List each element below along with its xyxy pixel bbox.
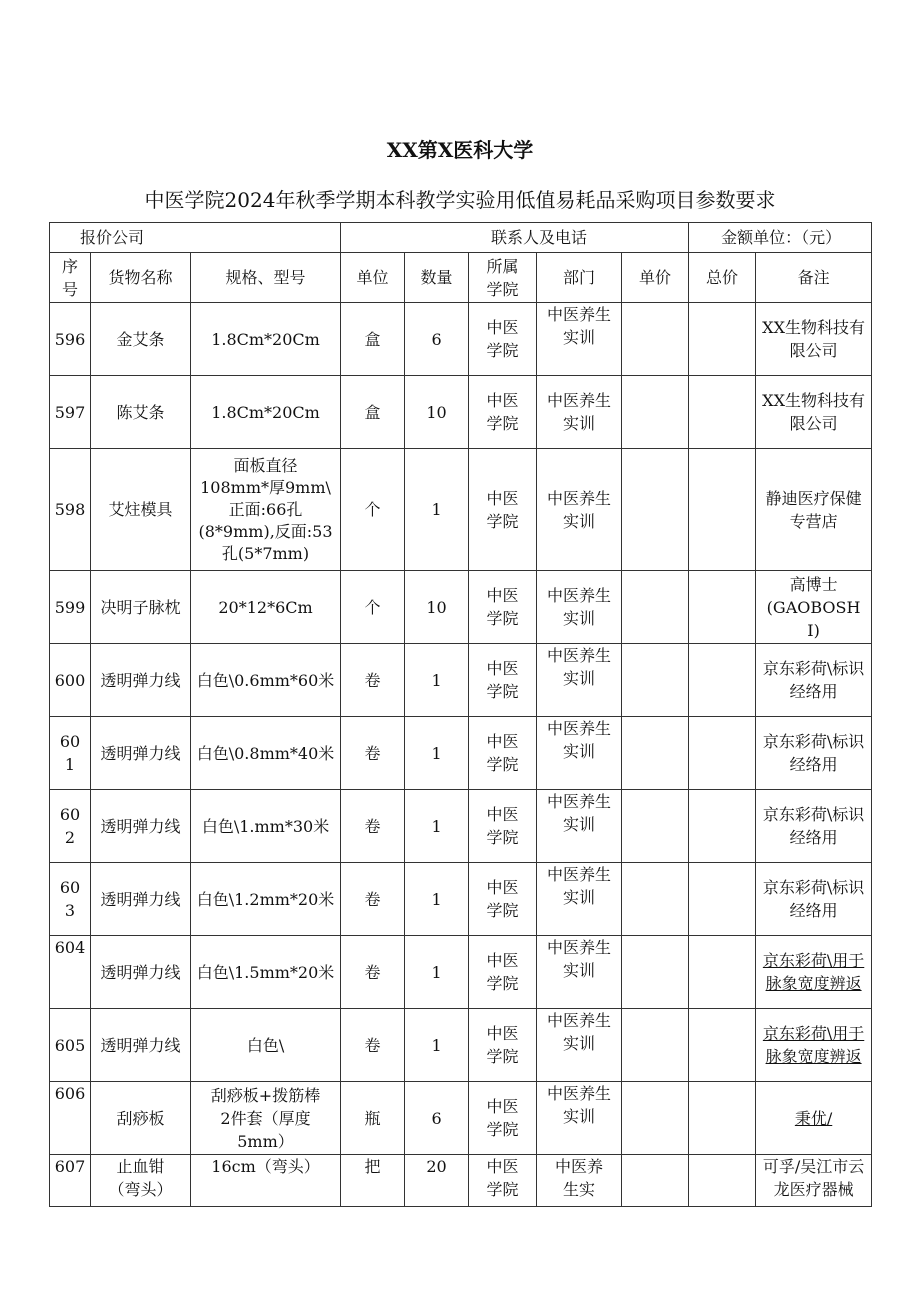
cell-total [689, 1155, 756, 1207]
header-seq: 序 号 [50, 253, 91, 303]
cell-spec: 16cm（弯头） [191, 1155, 341, 1207]
table-row [50, 936, 872, 1009]
cell-spec: 1.8Cm*20Cm [191, 376, 341, 449]
contact-label: 联系人及电话 [341, 223, 689, 253]
info-row [50, 223, 872, 253]
table-row [50, 571, 872, 644]
cell-total [689, 303, 756, 376]
table-row [50, 1082, 872, 1155]
cell-qty: 20 [405, 1155, 469, 1207]
cell-price [622, 863, 689, 936]
cell-qty: 6 [405, 1082, 469, 1155]
cell-spec: 白色\1.2mm*20米 [191, 863, 341, 936]
cell-price [622, 1082, 689, 1155]
header-total: 总价 [689, 253, 756, 303]
cell-dept: 中医养生 实训 [537, 863, 622, 936]
cell-seq: 607 [50, 1155, 91, 1207]
cell-price [622, 1155, 689, 1207]
cell-unit: 盒 [341, 303, 405, 376]
cell-name: 止血钳 （弯头） [91, 1155, 191, 1207]
cell-seq: 596 [50, 303, 91, 376]
table-row [50, 376, 872, 449]
cell-price [622, 376, 689, 449]
cell-college: 中医 学院 [469, 1155, 537, 1207]
cell-seq: 598 [50, 449, 91, 571]
cell-dept: 中医养生 实训 [537, 936, 622, 1009]
cell-qty: 1 [405, 1009, 469, 1082]
cell-total [689, 936, 756, 1009]
cell-remark: XX生物科技有 限公司 [756, 376, 872, 449]
cell-unit: 卷 [341, 644, 405, 717]
cell-remark: 京东彩荷\用于 脉象宽度辨返 [756, 936, 872, 1009]
table-row [50, 717, 872, 790]
cell-college: 中医 学院 [469, 790, 537, 863]
cell-total [689, 717, 756, 790]
cell-total [689, 376, 756, 449]
cell-name: 刮痧板 [91, 1082, 191, 1155]
cell-qty: 1 [405, 449, 469, 571]
header-name: 货物名称 [91, 253, 191, 303]
cell-name: 金艾条 [91, 303, 191, 376]
cell-unit: 卷 [341, 863, 405, 936]
cell-remark: 京东彩荷\标识 经络用 [756, 717, 872, 790]
cell-price [622, 303, 689, 376]
cell-qty: 1 [405, 717, 469, 790]
cell-price [622, 449, 689, 571]
cell-spec: 白色\0.8mm*40米 [191, 717, 341, 790]
cell-seq: 60 3 [50, 863, 91, 936]
cell-college: 中医 学院 [469, 376, 537, 449]
cell-dept: 中医养生 实训 [537, 449, 622, 571]
cell-price [622, 1009, 689, 1082]
cell-qty: 10 [405, 376, 469, 449]
cell-seq: 600 [50, 644, 91, 717]
cell-unit: 卷 [341, 717, 405, 790]
cell-name: 透明弹力线 [91, 863, 191, 936]
table-row [50, 863, 872, 936]
cell-spec: 20*12*6Cm [191, 571, 341, 644]
cell-dept: 中医养 生实 [537, 1155, 622, 1207]
cell-name: 艾炷模具 [91, 449, 191, 571]
cell-spec: 刮痧板+拨筋棒 2件套（厚度 5mm） [191, 1082, 341, 1155]
document-subtitle: 中医学院2024年秋季学期本科教学实验用低值易耗品采购项目参数要求 [144, 188, 776, 212]
cell-total [689, 1082, 756, 1155]
cell-dept: 中医养生 实训 [537, 1082, 622, 1155]
table-row [50, 1009, 872, 1082]
table-row [50, 1155, 872, 1207]
cell-dept: 中医养生 实训 [537, 303, 622, 376]
cell-dept: 中医养生 实训 [537, 571, 622, 644]
cell-seq: 604 [50, 936, 91, 1009]
cell-qty: 10 [405, 571, 469, 644]
cell-qty: 1 [405, 936, 469, 1009]
cell-price [622, 936, 689, 1009]
cell-seq: 599 [50, 571, 91, 644]
cell-unit: 把 [341, 1155, 405, 1207]
cell-spec: 白色\0.6mm*60米 [191, 644, 341, 717]
cell-qty: 1 [405, 790, 469, 863]
cell-remark: XX生物科技有 限公司 [756, 303, 872, 376]
cell-college: 中医 学院 [469, 936, 537, 1009]
cell-price [622, 717, 689, 790]
cell-total [689, 863, 756, 936]
cell-dept: 中医养生 实训 [537, 376, 622, 449]
cell-seq: 60 1 [50, 717, 91, 790]
cell-name: 决明子脉枕 [91, 571, 191, 644]
cell-qty: 1 [405, 863, 469, 936]
cell-total [689, 571, 756, 644]
cell-remark: 静迪医疗保健 专营店 [756, 449, 872, 571]
cell-name: 透明弹力线 [91, 936, 191, 1009]
cell-remark: 京东彩荷\标识 经络用 [756, 790, 872, 863]
cell-name: 陈艾条 [91, 376, 191, 449]
cell-unit: 个 [341, 571, 405, 644]
document-title: XX第X医科大学 [386, 138, 534, 162]
cell-spec: 白色\1.mm*30米 [191, 790, 341, 863]
cell-seq: 60 2 [50, 790, 91, 863]
table-row [50, 449, 872, 571]
cell-name: 透明弹力线 [91, 644, 191, 717]
cell-spec: 1.8Cm*20Cm [191, 303, 341, 376]
table-row [50, 644, 872, 717]
cell-total [689, 644, 756, 717]
cell-college: 中医 学院 [469, 1009, 537, 1082]
cell-spec: 白色\1.5mm*20米 [191, 936, 341, 1009]
cell-college: 中医 学院 [469, 1082, 537, 1155]
header-college: 所属 学院 [469, 253, 537, 303]
cell-college: 中医 学院 [469, 863, 537, 936]
cell-remark: 可孚/吴江市云 龙医疗器械 [756, 1155, 872, 1207]
cell-seq: 605 [50, 1009, 91, 1082]
cell-spec: 白色\ [191, 1009, 341, 1082]
cell-qty: 1 [405, 644, 469, 717]
cell-name: 透明弹力线 [91, 1009, 191, 1082]
currency-label: 金额单位：（元） [689, 223, 872, 253]
header-unit: 单位 [341, 253, 405, 303]
cell-spec: 面板直径 108mm*厚9mm\ 正面:66孔 (8*9mm),反面:53 孔(5*7mm) [191, 449, 341, 571]
cell-remark: 高博士 (GAOBOSH I) [756, 571, 872, 644]
cell-seq: 606 [50, 1082, 91, 1155]
header-remark: 备注 [756, 253, 872, 303]
cell-dept: 中医养生 实训 [537, 1009, 622, 1082]
cell-name: 透明弹力线 [91, 717, 191, 790]
cell-total [689, 449, 756, 571]
table-row [50, 303, 872, 376]
cell-unit: 卷 [341, 936, 405, 1009]
cell-college: 中医 学院 [469, 571, 537, 644]
header-spec: 规格、型号 [191, 253, 341, 303]
cell-price [622, 644, 689, 717]
cell-dept: 中医养生 实训 [537, 644, 622, 717]
cell-unit: 个 [341, 449, 405, 571]
cell-qty: 6 [405, 303, 469, 376]
cell-price [622, 790, 689, 863]
cell-unit: 盒 [341, 376, 405, 449]
quote-company-label: 报价公司 [50, 223, 341, 253]
header-row [50, 253, 872, 303]
cell-remark: 京东彩荷\标识 经络用 [756, 644, 872, 717]
procurement-table [49, 222, 872, 1207]
cell-college: 中医 学院 [469, 644, 537, 717]
cell-total [689, 1009, 756, 1082]
cell-dept: 中医养生 实训 [537, 717, 622, 790]
table-row [50, 790, 872, 863]
cell-price [622, 571, 689, 644]
header-dept: 部门 [537, 253, 622, 303]
cell-remark: 京东彩荷\用于 脉象宽度辨返 [756, 1009, 872, 1082]
cell-college: 中医 学院 [469, 303, 537, 376]
cell-dept: 中医养生 实训 [537, 790, 622, 863]
cell-total [689, 790, 756, 863]
cell-unit: 卷 [341, 790, 405, 863]
header-qty: 数量 [405, 253, 469, 303]
cell-college: 中医 学院 [469, 449, 537, 571]
cell-remark: 秉优/ [756, 1082, 872, 1155]
cell-unit: 瓶 [341, 1082, 405, 1155]
cell-unit: 卷 [341, 1009, 405, 1082]
cell-remark: 京东彩荷\标识 经络用 [756, 863, 872, 936]
header-price: 单价 [622, 253, 689, 303]
cell-seq: 597 [50, 376, 91, 449]
cell-name: 透明弹力线 [91, 790, 191, 863]
cell-college: 中医 学院 [469, 717, 537, 790]
